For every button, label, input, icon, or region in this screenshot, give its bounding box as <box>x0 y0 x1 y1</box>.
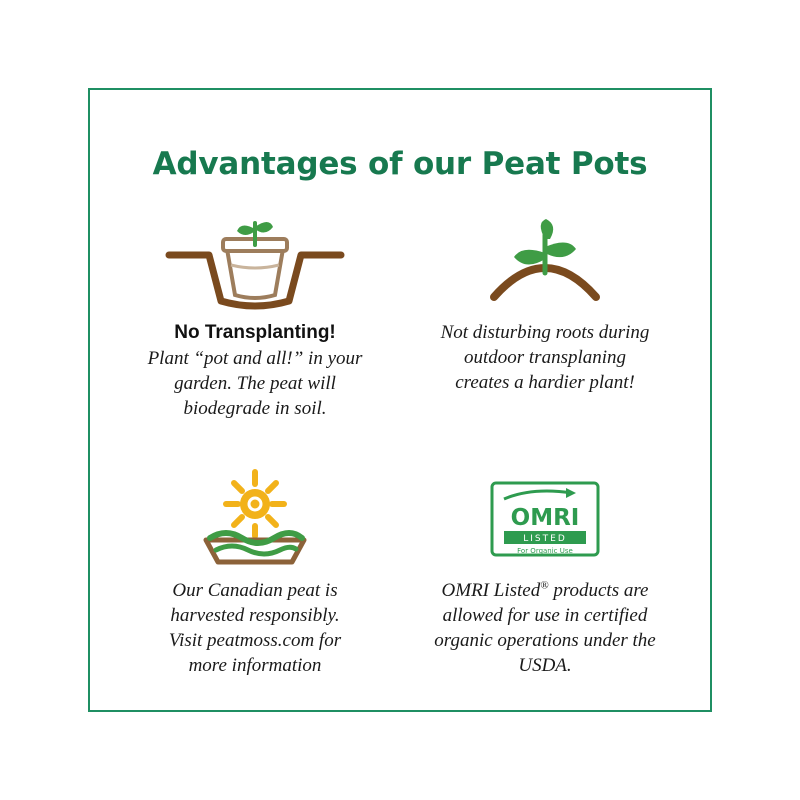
feature-caption <box>138 320 373 421</box>
feature-caption <box>438 320 653 395</box>
feature-text-rest: products are allowed for use in certified organic operations under the USDA. <box>434 580 656 677</box>
content-frame <box>88 88 712 712</box>
feature-lead-label: No Transplanting! <box>174 322 336 343</box>
feature-item-undisturbed-roots <box>400 210 690 450</box>
feature-caption <box>430 578 660 678</box>
page-title: Advantages of our Peat Pots <box>152 146 648 182</box>
feature-item-canadian-peat <box>110 450 400 690</box>
omri-listed-icon <box>480 468 610 578</box>
feature-item-no-transplanting <box>110 210 400 450</box>
seedling-in-mound-icon <box>470 210 620 320</box>
feature-text: Our Canadian peat is harvested responsibly. Visit peatmoss.com for more information <box>168 580 342 677</box>
feature-text: Not disturbing roots during outdoor transplaning creates a hardier plant! <box>440 322 650 394</box>
feature-item-omri-listed <box>400 450 690 690</box>
sun-over-peat-bog-icon <box>180 468 330 578</box>
registered-mark: ® <box>540 579 549 592</box>
feature-text: Plant “pot and all!” in your garden. The peat will biodegrade in soil. <box>147 348 363 420</box>
feature-text-prefix: OMRI Listed <box>441 580 541 601</box>
pot-in-ground-icon <box>165 210 345 320</box>
features-grid <box>110 210 690 690</box>
svg-text:LISTED: LISTED <box>523 534 567 544</box>
svg-text:OMRI: OMRI <box>510 505 580 531</box>
feature-caption <box>153 578 358 678</box>
svg-text:For Organic Use: For Organic Use <box>517 547 573 555</box>
